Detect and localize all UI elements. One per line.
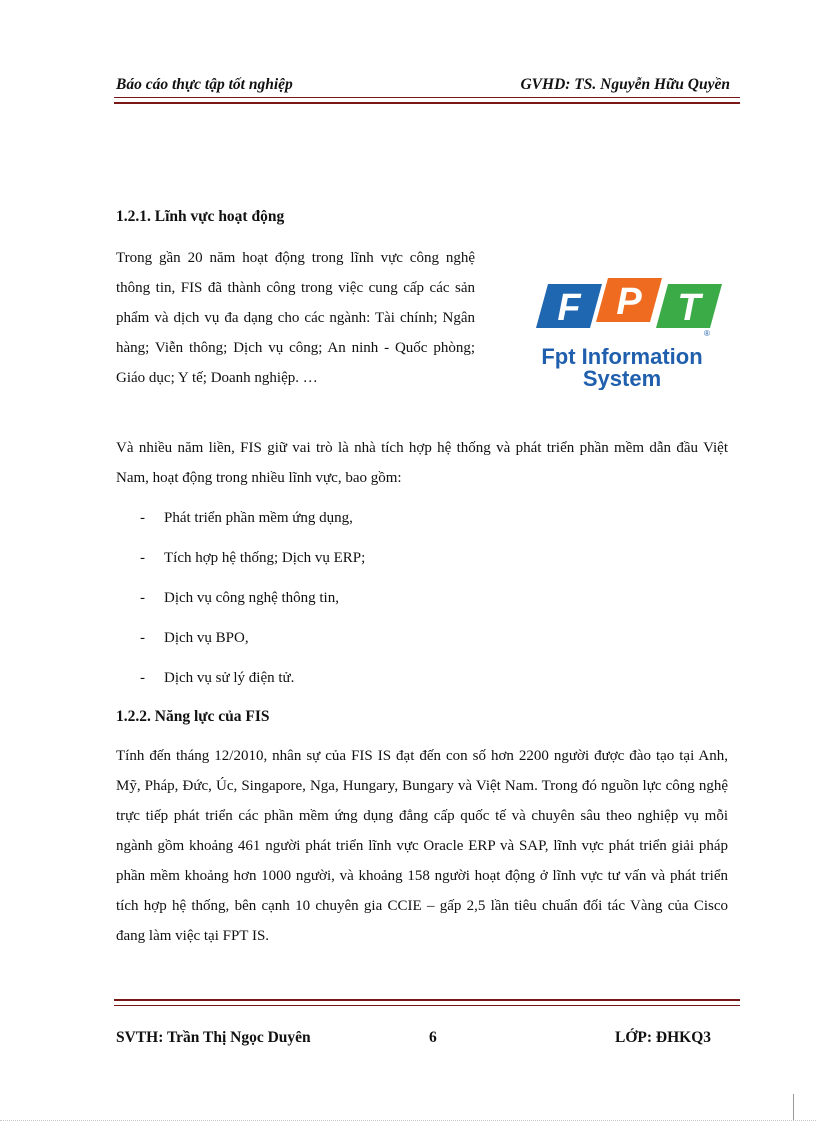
list-item-text: Dịch vụ BPO, bbox=[164, 630, 249, 646]
header-report-title: Báo cáo thực tập tốt nghiệp bbox=[116, 76, 293, 93]
services-list bbox=[116, 506, 728, 706]
logo-letter-p: P bbox=[616, 281, 642, 323]
list-item bbox=[116, 546, 728, 586]
list-item bbox=[116, 506, 728, 546]
header-rule bbox=[114, 97, 740, 104]
bullet-dash: - bbox=[140, 630, 145, 646]
list-item-text: Phát triển phần mềm ứng dụng, bbox=[164, 510, 353, 526]
logo-text-line1: Fpt Information bbox=[541, 344, 703, 369]
logo-letter-f: F bbox=[557, 287, 581, 329]
page-edge-dotted-line bbox=[0, 1120, 816, 1121]
page-header bbox=[116, 76, 732, 96]
page-footer bbox=[116, 1029, 716, 1049]
services-intro-paragraph: Và nhiều năm liền, FIS giữ vai trò là nhà tích hợp hệ thống và phát triển phần mềm dẫn đầu Việt Nam, hoạt động trong nhiều lĩnh vực, bao gồm: bbox=[116, 440, 728, 486]
footer-student: SVTH: Trần Thị Ngọc Duyên bbox=[116, 1029, 311, 1046]
bullet-dash: - bbox=[140, 670, 145, 686]
intro-paragraph: Trong gần 20 năm hoạt động trong lĩnh vực công nghệ thông tin, FIS đã thành công trong việc cung cấp các sản phẩm và dịch vụ đa dạng cho các ngành: Tài chính; Ngân hàng; Viễn thông; Dịch vụ công; An ninh - Quốc phòng; Giáo dục; Y tế; Doanh nghiệp. … bbox=[116, 250, 475, 386]
list-item bbox=[116, 586, 728, 626]
page-corner-mark bbox=[793, 1094, 794, 1120]
logo-letter-t: T bbox=[677, 287, 701, 329]
bullet-dash: - bbox=[140, 590, 145, 606]
list-item-text: Dịch vụ công nghệ thông tin, bbox=[164, 590, 339, 606]
footer-rule bbox=[114, 999, 740, 1006]
list-item-text: Dịch vụ sử lý điện tử. bbox=[164, 670, 295, 686]
logo-text-line2: System bbox=[582, 366, 662, 390]
page-number: 6 bbox=[429, 1029, 437, 1046]
list-item bbox=[116, 666, 728, 706]
section-heading-1-2-1: 1.2.1. Lĩnh vực hoạt động bbox=[116, 208, 285, 225]
list-item-text: Tích hợp hệ thống; Dịch vụ ERP; bbox=[164, 550, 366, 566]
fpt-logo-graphic bbox=[520, 268, 724, 390]
registered-mark: ® bbox=[704, 329, 710, 338]
bullet-dash: - bbox=[140, 550, 145, 566]
header-supervisor: GVHD: TS. Nguyễn Hữu Quyền bbox=[520, 76, 730, 93]
list-item bbox=[116, 626, 728, 666]
fpt-logo bbox=[520, 268, 724, 390]
capability-paragraph: Tính đến tháng 12/2010, nhân sự của FIS IS đạt đến con số hơn 2200 người được đào tạo tại Anh, Mỹ, Pháp, Đức, Úc, Singapore, Nga, Hungary, Bungary và Việt Nam. Trong đó nguồn lực công nghệ trực tiếp phát triển các phần mềm ứng dụng đẳng cấp quốc tế và chuyên sâu theo nghiệp vụ mỗi ngành gồm khoảng 461 người phát triển lĩnh vực Oracle ERP và SAP, lĩnh vực phát triển giải pháp phần mềm khoảng hơn 1000 người, và khoảng 158 người hoạt động ở lĩnh vực tư vấn và phát triển tích hợp hệ thống, bên cạnh 10 chuyên gia CCIE – gấp 2,5 lần tiêu chuẩn đối tác Vàng của Cisco đang làm việc tại FPT IS. bbox=[116, 748, 728, 944]
bullet-dash: - bbox=[140, 510, 145, 526]
section-heading-1-2-2: 1.2.2. Năng lực của FIS bbox=[116, 708, 270, 725]
footer-class: LỚP: ĐHKQ3 bbox=[614, 1029, 711, 1046]
